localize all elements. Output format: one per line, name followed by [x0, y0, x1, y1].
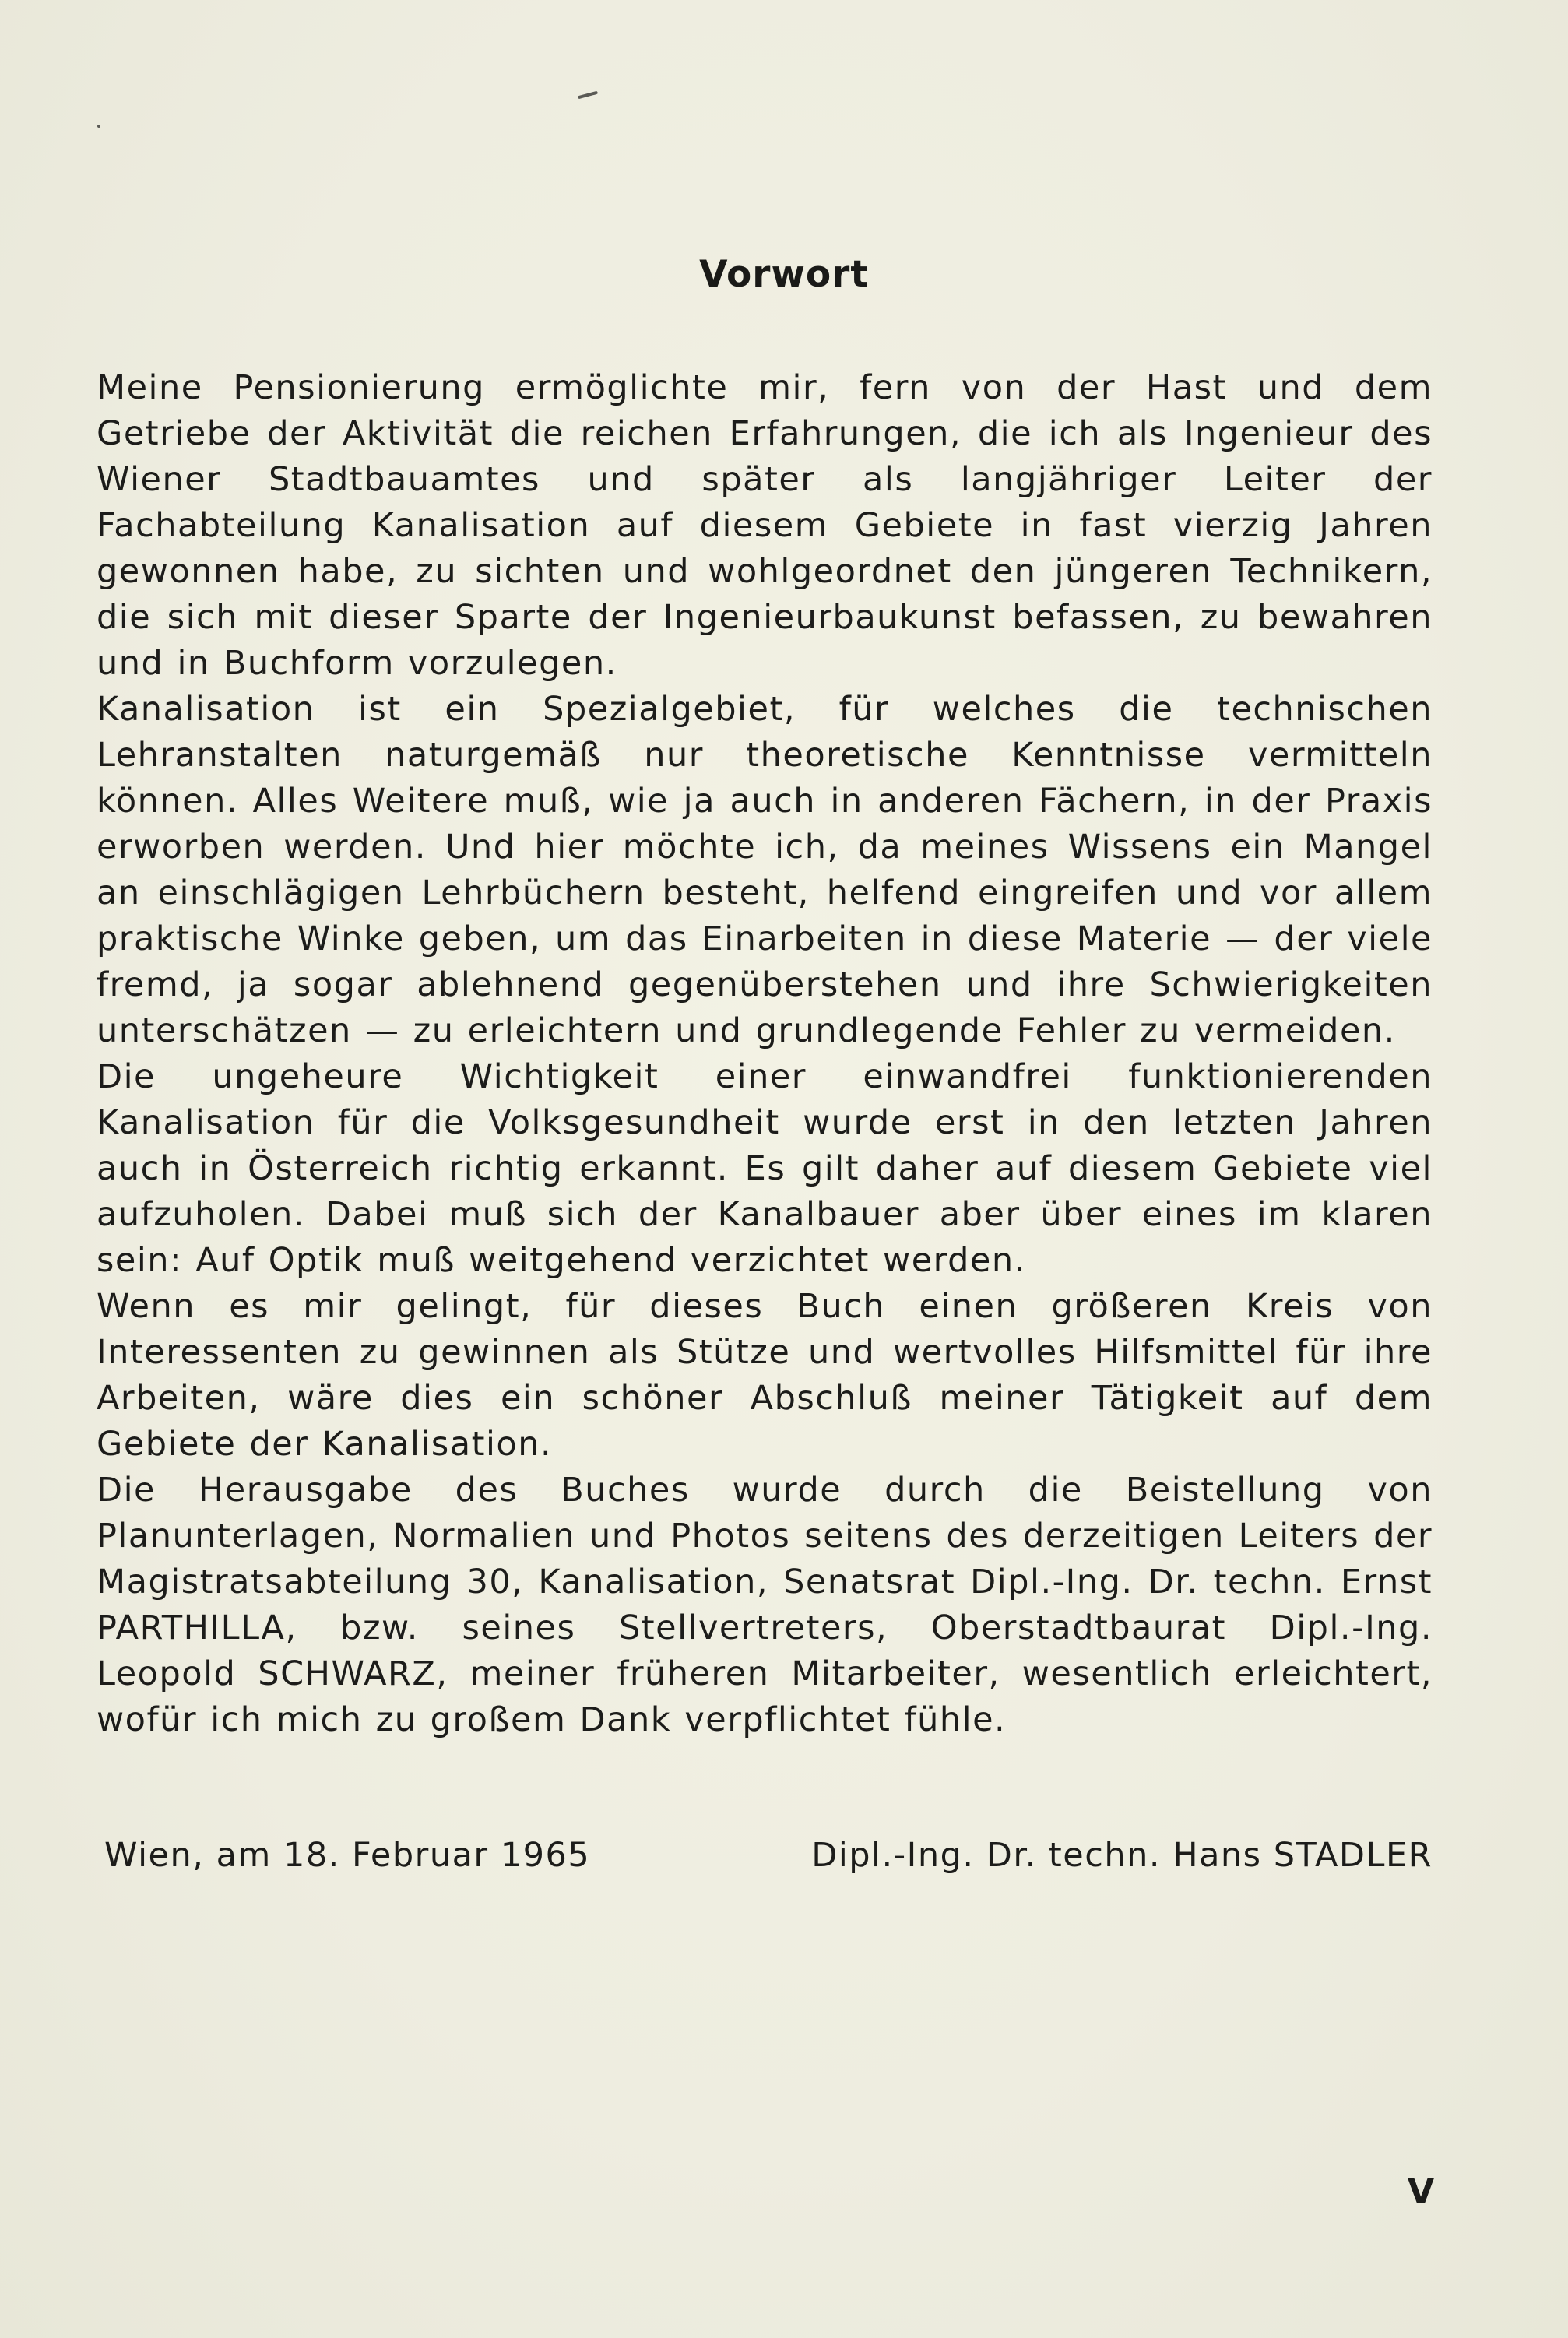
page-title: Vorwort: [699, 253, 869, 297]
print-mark: [97, 125, 100, 128]
signature-line: [104, 1836, 1433, 1875]
paragraph-2: Kanalisation ist ein Spezialgebiet, für welches die technischen Lehranstalten naturgemäß nur theoretische Kenntnisse vermitteln können. Alles Weitere muß, wie ja auch in anderen Fächern, in der Praxis erworben werden. Und hier möchte ich, da meines Wissens ein Mangel an einschlägigen Lehrbüchern besteht, helfend eingreifen und vor allem praktische Winke geben, um das Einarbeiten in diese Materie — der viele fremd, ja sogar ablehnend gegenüberstehen und ihre Schwierigkeiten unterschätzen — zu erleichtern und grundlegende Fehler zu vermeiden.: [97, 690, 1433, 1050]
author-signature: Dipl.-Ing. Dr. techn. Hans STADLER: [811, 1836, 1433, 1875]
paragraph-3: Die ungeheure Wichtigkeit einer einwandfrei funktionierenden Kanalisation für die Volksgesundheit wurde erst in den letzten Jahren auch in Österreich richtig erkannt. Es gilt daher auf diesem Gebiete viel aufzuholen. Dabei muß sich der Kanalbauer aber über eines im klaren sein: Auf Optik muß weitgehend verzichtet werden.: [97, 1057, 1433, 1280]
foreword-body: [97, 365, 1433, 1743]
page-number: V: [1407, 2172, 1434, 2212]
paragraph-5: Die Herausgabe des Buches wurde durch die Beistellung von Planunterlagen, Normalien und Photos seitens des derzeitigen Leiters der Magistratsabteilung 30, Kanalisation, Senatsrat Dipl.-Ing. Dr. techn. Ernst PARTHILLA, bzw. seines Stellvertreters, Oberstadtbaurat Dipl.-Ing. Leopold SCHWARZ, meiner früheren Mitarbeiter, wesentlich erleichtert, wofür ich mich zu großem Dank verpflichtet fühle.: [97, 1471, 1433, 1739]
paragraph-4: Wenn es mir gelingt, für dieses Buch einen größeren Kreis von Interessenten zu gewinnen als Stütze und wertvolles Hilfsmittel für ihre Arbeiten, wäre dies ein schöner Abschluß meiner Tätigkeit auf dem Gebiete der Kanalisation.: [97, 1287, 1433, 1464]
paragraph-1: Meine Pensionierung ermöglichte mir, fern von der Hast und dem Getriebe der Aktivität die reichen Erfahrungen, die ich als Ingenieur des Wiener Stadtbauamtes und später als langjähriger Leiter der Fachabteilung Kanalisation auf diesem Gebiete in fast vierzig Jahren gewonnen habe, zu sichten und wohlgeordnet den jüngeren Technikern, die sich mit dieser Sparte der Ingenieurbaukunst befassen, zu bewahren und in Buchform vorzulegen.: [97, 368, 1433, 683]
print-mark: [578, 91, 598, 100]
place-date: Wien, am 18. Februar 1965: [104, 1836, 591, 1875]
